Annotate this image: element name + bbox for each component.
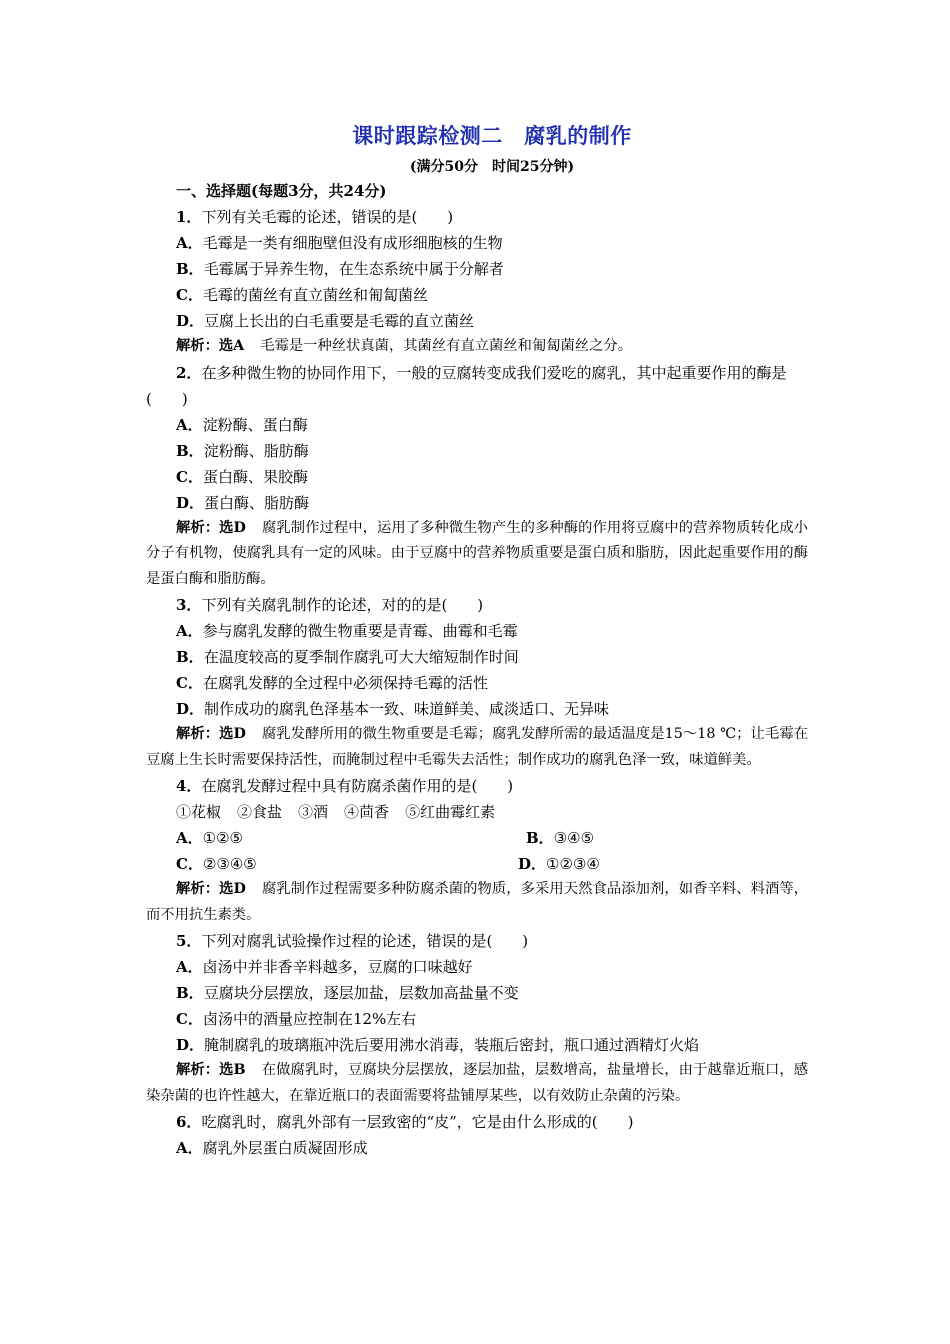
question-text: 下列对腐乳试验操作过程的论述，错误的是( )	[201, 932, 529, 950]
option-d: D．制作成功的腐乳色泽基本一致、味道鲜美、咸淡适口、无异味	[176, 700, 610, 718]
page-subtitle: (满分50分 时间25分钟)	[409, 159, 575, 175]
option-a: A．毛霉是一类有细胞壁但没有成形细胞核的生物	[176, 234, 503, 252]
option-c: C．蛋白酶、果胶酶	[176, 467, 308, 486]
question-text: 下列有关腐乳制作的论述，对的的是( )	[201, 596, 484, 614]
option-d: D．腌制腐乳的玻璃瓶冲洗后要用沸水消毒，装瓶后密封，瓶口通过酒精灯火焰	[176, 1036, 700, 1054]
analysis-1: 解析：选A 毛霉是一种丝状真菌，其菌丝有直立菌丝和匍匐菌丝之分。	[176, 338, 632, 354]
question-number: 4．	[176, 777, 202, 795]
option-b: B．③④⑤	[526, 829, 595, 847]
analysis-3: 解析：选D 腐乳发酵所用的微生物重要是毛霉；腐乳发酵所需的最适温度是15～18 ℃；让毛霉在豆腐上生长时需要保持活性，而腌制过程中毛霉失去活性；制作成功的腐乳色泽一致，味道鲜美。	[146, 726, 808, 768]
analysis-4: 解析：选D 腐乳制作过程需要多种防腐杀菌的物质，多采用天然食品添加剂，如香辛料、料酒等，而不用抗生素类。	[146, 881, 809, 923]
question-3	[146, 592, 808, 722]
page-title: 课时跟踪检测二 腐乳的制作	[352, 123, 632, 148]
question-6	[146, 1109, 808, 1161]
question-2	[146, 360, 808, 516]
question-number: 1．	[176, 208, 202, 226]
option-a: A．参与腐乳发酵的微生物重要是青霉、曲霉和毛霉	[176, 622, 518, 640]
question-text: 在多种微生物的协同作用下，一般的豆腐转变成我们爱吃的腐乳，其中起重要作用的酶是( )	[146, 363, 787, 408]
analysis-2: 解析：选D 腐乳制作过程中，运用了多种微生物产生的多种酶的作用将豆腐中的营养物质转化成小分子有机物，使腐乳具有一定的风味。由于豆腐中的营养物质重要是蛋白质和脂肪，因此起重要作用的酶是蛋白酶和脂肪酶。	[146, 519, 809, 587]
section-heading: 一、选择题(每题3分，共24分)	[176, 182, 387, 200]
item-list: ①花椒 ②食盐 ③酒 ④茴香 ⑤红曲霉红素	[176, 803, 496, 821]
document-page	[146, 122, 808, 1161]
option-a: A．腐乳外层蛋白质凝固形成	[176, 1139, 368, 1157]
option-b: B．淀粉酶、脂肪酶	[176, 441, 309, 460]
option-c: C．毛霉的菌丝有直立菌丝和匍匐菌丝	[176, 286, 428, 304]
option-b: B．在温度较高的夏季制作腐乳可大大缩短制作时间	[176, 648, 519, 666]
question-1	[146, 204, 808, 334]
option-c: C．在腐乳发酵的全过程中必须保持毛霉的活性	[176, 674, 488, 692]
question-text: 在腐乳发酵过程中具有防腐杀菌作用的是( )	[201, 777, 514, 795]
option-c: C．②③④⑤	[176, 855, 257, 873]
option-c: C．卤汤中的酒量应控制在12%左右	[176, 1010, 417, 1028]
analysis-5: 解析：选B 在做腐乳时，豆腐块分层摆放，逐层加盐，层数增高，盐量增长，由于越靠近瓶口，感染杂菌的也许性越大，在靠近瓶口的表面需要将盐铺厚某些，以有效防止杂菌的污染。	[146, 1062, 808, 1104]
option-b: B．豆腐块分层摆放，逐层加盐，层数加高盐量不变	[176, 984, 519, 1002]
question-number: 6．	[176, 1113, 202, 1131]
question-text: 下列有关毛霉的论述，错误的是( )	[201, 208, 454, 226]
option-d: D．①②③④	[518, 855, 600, 873]
question-text: 吃腐乳时，腐乳外部有一层致密的“皮”，它是由什么形成的( )	[201, 1113, 634, 1131]
option-b: B．毛霉属于异养生物，在生态系统中属于分解者	[176, 260, 504, 278]
question-number: 5．	[176, 932, 202, 950]
question-number: 3．	[176, 596, 202, 614]
option-a: A．卤汤中并非香辛料越多，豆腐的口味越好	[176, 958, 473, 976]
question-number: 2．	[176, 363, 202, 382]
option-a: A．①②⑤	[176, 829, 243, 847]
question-5	[146, 928, 808, 1058]
option-d: D．豆腐上长出的白毛重要是毛霉的直立菌丝	[176, 312, 475, 330]
option-a: A．淀粉酶、蛋白酶	[176, 415, 308, 434]
question-4	[146, 773, 808, 877]
option-d: D．蛋白酶、脂肪酶	[176, 493, 310, 512]
